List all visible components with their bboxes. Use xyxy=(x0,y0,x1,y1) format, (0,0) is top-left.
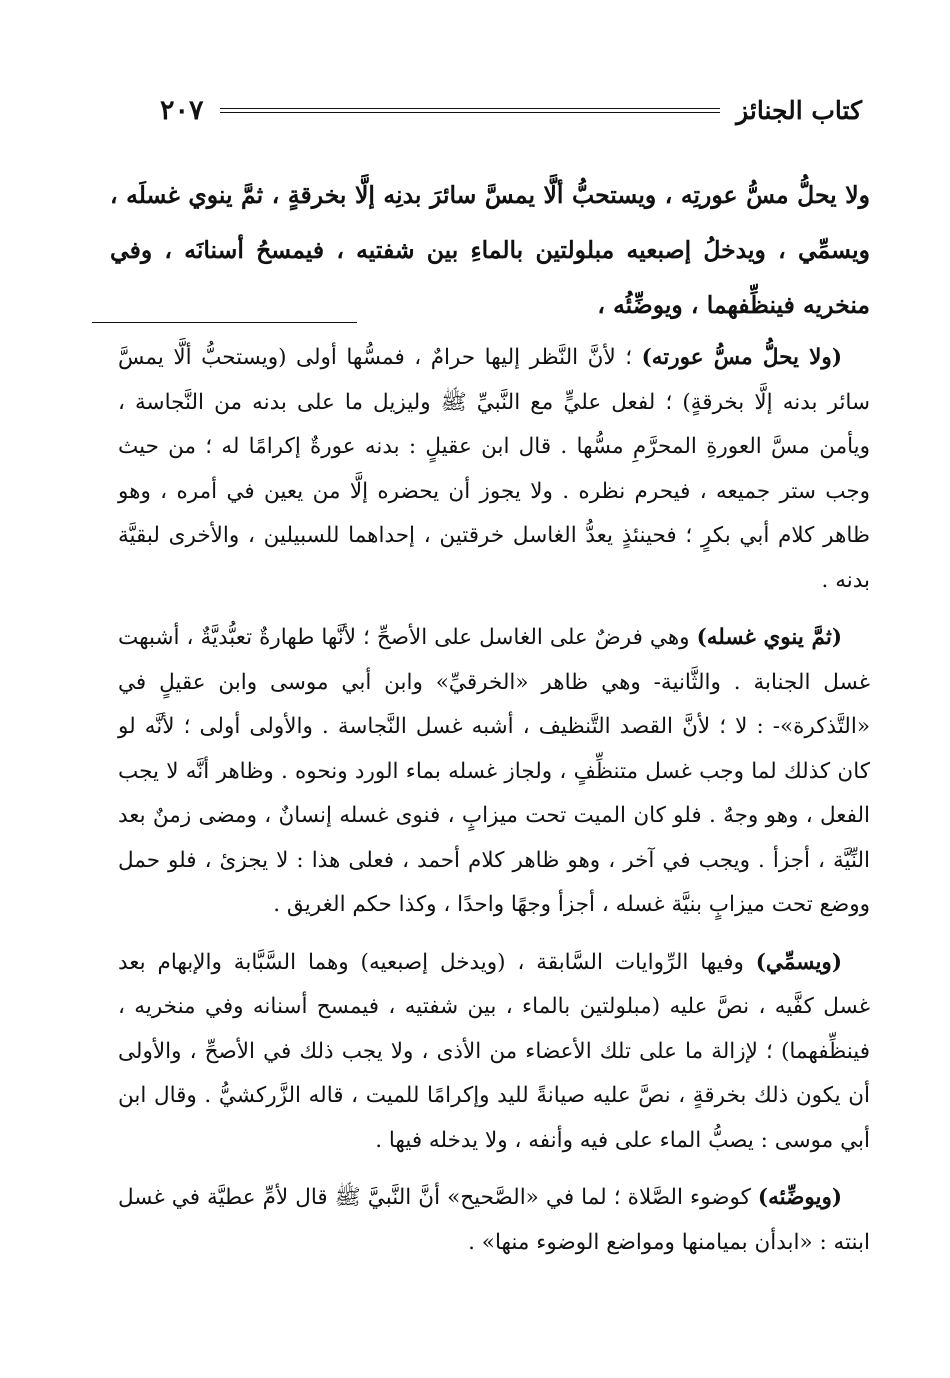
book-title: كتاب الجنائز xyxy=(736,95,862,125)
commentary xyxy=(118,336,870,1278)
commentary-paragraph xyxy=(118,616,870,928)
commentary-paragraph xyxy=(118,941,870,1164)
commentary-text: وهي فرضٌ على الغاسل على الأصحِّ ؛ لأنَّها طهارةٌ تعبُّديَّةٌ ، أشبهت غسل الجنابة . والثَّانية- وهي ظاهر «الخرقيِّ» وابن أبي موسى وابن عقيلٍ في «التَّذكرة»- : لا ؛ لأنَّ القصد التَّنظيف ، أشبه غسل النَّجاسة . والأولى أولى ؛ لأنَّه لو كان كذلك لما وجب غسل متنظِّفٍ ، ولجاز غسله بماء الورد ونحوه . وظاهر أنَّه لا يجب الفعل ، وهو وجهٌ . فلو كان الميت تحت ميزابٍ ، فنوى غسله إنسانٌ ، ومضى زمنٌ بعد النِّيَّة ، أجزأ . ويجب في آخر ، وهو ظاهر كلام أحمد ، فعلى هذا : لا يجزئ ، فلو حمل ووضع تحت ميزابٍ بنيَّة غسله ، أجزأ وجهًا واحدًا ، وكذا حكم الغريق . xyxy=(118,625,870,917)
commentary-text: كوضوء الصَّلاة ؛ لما في «الصَّحيح» أنَّ النَّبيَّ ﷺ قال لأمِّ عطيَّة في غسل ابنته : «ابدأن بميامنها ومواضع الوضوء منها» . xyxy=(118,1185,870,1255)
commentary-text: ؛ لأنَّ النَّظر إليها حرامٌ ، فمسُّها أولى (ويستحبُّ ألَّا يمسَّ سائر بدنه إلَّا بخرقةٍ) ؛ لفعل عليٍّ مع النَّبيِّ ﷺ وليزيل ما على بدنه من النَّجاسة ، ويأمن مسَّ العورةِ المحرَّمِ مسُّها . قال ابن عقيلٍ : بدنه عورةٌ إكرامًا له ؛ من حيث وجب ستر جميعه ، فيحرم نظره . ولا يجوز أن يحضره إلَّا من يعين في أمره ، وهو ظاهر كلام أبي بكرٍ ؛ فحينئذٍ يعدُّ الغاسل خرقتين ، إحداهما للسبيلين ، والأخرى لبقيَّة بدنه . xyxy=(118,345,870,593)
commentary-lemma: (ثمَّ ينوي غسله) xyxy=(696,625,842,650)
commentary-paragraph xyxy=(118,336,870,603)
running-head xyxy=(160,88,862,132)
matn-text: ولا يحلُّ مسُّ عورتِه ، ويستحبُّ ألَّا يمسَّ سائرَ بدنِه إلَّا بخرقةٍ ، ثمَّ ينوي غسلَه ، ويسمِّي ، ويدخلُ إصبعيه مبلولتين بالماءِ بين شفتيه ، فيمسحُ أسنانَه ، وفي منخريه فينظِّفهما ، ويوضِّئُه ، xyxy=(110,181,870,319)
commentary-lemma: (ويسمِّي) xyxy=(755,949,842,975)
page-number: ٢٠٧ xyxy=(160,94,204,126)
commentary-text: وفيها الرِّوايات السَّابقة ، (ويدخل إصبعيه) وهما السَّبَّابة والإبهام بعد غسل كفَّيه ، نصَّ عليه (مبلولتين بالماء ، بين شفتيه ، فيمسح أسنانه وفي منخريه ، فينظِّفهما) ؛ لإزالة ما على تلك الأعضاء من الأذى ، ولا يجب ذلك في الأصحِّ ، والأولى أن يكون ذلك بخرقةٍ ، نصَّ عليه صيانةً لليد وإكرامًا للميت ، قاله الزَّركشيُّ . وقال ابن أبي موسى : يصبُّ الماء على فيه وأنفه ، ولا يدخله فيها . xyxy=(118,949,870,1153)
commentary-lemma: (ولا يحلُّ مسُّ عورته) xyxy=(641,345,842,370)
commentary-paragraph xyxy=(118,1176,870,1265)
commentary-lemma: (ويوضِّئه) xyxy=(757,1185,842,1210)
matn-separator-rule xyxy=(92,322,357,323)
header-rule xyxy=(220,108,721,113)
